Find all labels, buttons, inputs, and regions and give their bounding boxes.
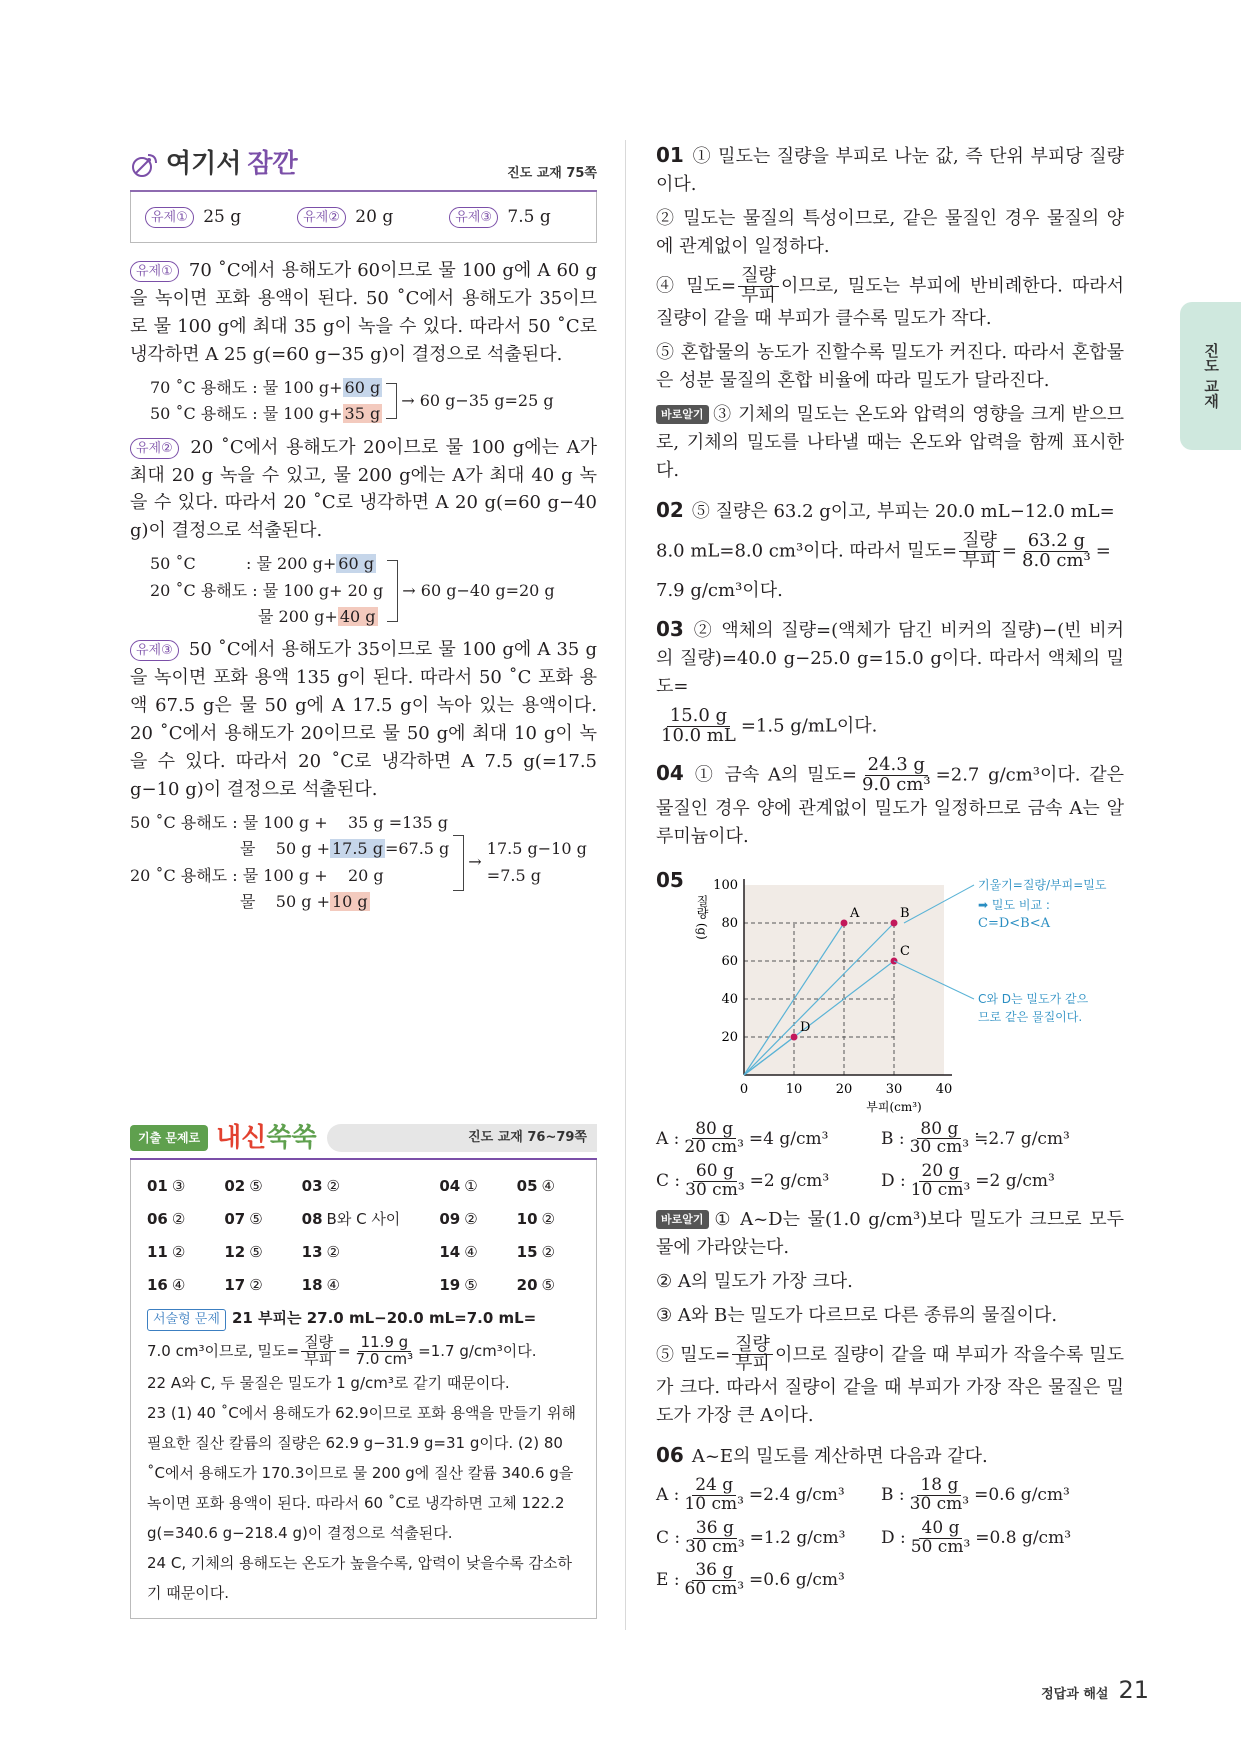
naesin-answer xyxy=(439,1170,502,1203)
density-label: B : xyxy=(881,1484,905,1505)
density-result: =4 g/cm³ xyxy=(748,1128,829,1149)
fraction-numerator: 질량 xyxy=(738,267,779,287)
q06-item xyxy=(656,1477,881,1514)
calc-line: 물 50 g + xyxy=(240,839,330,859)
answer-choice: ② xyxy=(326,1177,340,1195)
naesin-answer xyxy=(517,1236,580,1269)
bracket xyxy=(453,835,464,891)
density-label: C : xyxy=(656,1527,681,1548)
point-label-C: C xyxy=(899,943,910,959)
answer-choice: ④ xyxy=(171,1276,186,1294)
fraction xyxy=(907,1118,973,1158)
naesin-answer xyxy=(439,1203,502,1236)
calc-line: 50 ˚C 용해도 : 물 100 g + 35 g =135 g xyxy=(130,812,448,832)
fraction xyxy=(682,1517,748,1557)
example1-text xyxy=(130,257,597,369)
q05-text: 이므로 질량이 같을 때 부피가 작을수록 밀도가 크다. 따라서 질량이 같을 때 부피가 가장 작은 물질은 밀도가 가장 큰 A이다. xyxy=(656,1343,1124,1427)
q23-text: 23 (1) 40 ˚C에서 용해도가 62.9이므로 포화 용액을 만들기 위해 필요한 질산 칼륨의 질량은 62.9 g−31.9 g=31 g이다. (2) 80 ˚C에서 용해도가 170.3이므로 물 200 g에 질산 칼륨 340.6 g을 녹이면 포화 용액이 된다. 따라서 60 ˚C로 냉각하면 고체 122.2 g(=340.6 g−218.4 g)이 결정으로 석출된다. xyxy=(147,1403,577,1542)
fraction-denominator: 30 cm³ xyxy=(909,1493,970,1514)
x-tick-label: 30 xyxy=(885,1081,903,1097)
answer-choice: ② xyxy=(326,1243,340,1261)
data-point-D xyxy=(790,1033,797,1040)
answer-number: 10 xyxy=(516,1210,538,1228)
fraction-denominator: 10 cm³ xyxy=(910,1180,971,1201)
answer-number: 06 xyxy=(147,1210,168,1228)
q01-text: 이므로, 밀도는 부피에 반비례한다. 따라서 질량이 같을 때 부피가 클수록 밀도가 작다. xyxy=(656,275,1124,330)
answer-number: 03 xyxy=(301,1177,323,1195)
density-label: A : xyxy=(656,1128,680,1149)
answer-number: 01 xyxy=(147,1177,168,1195)
calc-result: 60 g−35 g=25 g xyxy=(419,391,554,411)
answer-tag: 유제① xyxy=(145,207,194,228)
fraction xyxy=(908,1163,974,1200)
q05-text: ⑤ 밀도= xyxy=(656,1343,731,1365)
fraction-denominator: 50 cm³ xyxy=(910,1536,971,1557)
answer-number: 04 xyxy=(439,1177,461,1195)
q05-e1 xyxy=(656,1206,1124,1262)
fraction-denominator: 8.0 cm³ xyxy=(1022,549,1091,571)
fraction-numerator: 36 g xyxy=(692,1562,736,1581)
y-tick-label: 100 xyxy=(713,877,738,893)
density-chart xyxy=(692,865,1112,1115)
q01-p1 xyxy=(656,140,1124,199)
naesin-answer-grid xyxy=(147,1170,580,1302)
answer-choice: ③ xyxy=(171,1177,186,1195)
naesin-answer xyxy=(439,1269,502,1302)
y-tick-label: 20 xyxy=(721,1029,738,1045)
density-b xyxy=(881,1118,1106,1158)
answer-choice: ② xyxy=(171,1243,186,1261)
density-result: =1.2 g/cm³ xyxy=(749,1527,846,1548)
naesin-answer xyxy=(147,1203,210,1236)
bracket xyxy=(387,560,398,622)
q06-row xyxy=(656,1562,1124,1599)
fraction-numerator: 80 g xyxy=(917,1121,961,1140)
right-column xyxy=(656,140,1124,1605)
q03-text: =1.5 g/mL이다. xyxy=(740,715,878,737)
density-label: D : xyxy=(881,1527,906,1548)
y-axis-label: 질량 (g) xyxy=(694,894,709,940)
answer-choice: ② xyxy=(171,1210,186,1228)
x-axis-label: 부피(cm³) xyxy=(866,1099,922,1114)
fraction-numerator: 24 g xyxy=(692,1477,736,1496)
annotation-same: C와 D는 밀도가 같으 xyxy=(977,991,1089,1006)
example1-tag: 유제① xyxy=(130,261,179,282)
yeogiseo-answers xyxy=(130,192,597,243)
side-tab xyxy=(1180,302,1241,450)
fraction xyxy=(682,1562,748,1599)
calc-line: 50 ˚C 용해도 : 물 100 g+ xyxy=(150,404,343,424)
naesin-answer xyxy=(224,1170,287,1203)
fraction-numerator: 36 g xyxy=(693,1520,737,1539)
q03-p2 xyxy=(656,707,1124,746)
yeogiseo-title xyxy=(130,144,298,184)
q02-p3: 7.9 g/cm³이다. xyxy=(656,579,783,601)
density-label: B : xyxy=(881,1128,905,1149)
q02-text: ⑤ 질량은 63.2 g이고, 부피는 20.0 mL−12.0 mL= xyxy=(691,500,1115,522)
q06-row xyxy=(656,1517,1124,1557)
fraction-numerator: 질량 xyxy=(301,1335,336,1352)
fraction xyxy=(681,1477,747,1514)
calc-result: 17.5 g−10 g xyxy=(486,839,587,859)
calc-line: =67.5 g xyxy=(384,839,450,859)
naesin-answer xyxy=(224,1269,287,1302)
naesin-answer xyxy=(147,1236,210,1269)
satellite-icon xyxy=(130,149,160,179)
naesin-title-b: 쑥쑥 xyxy=(266,1122,317,1153)
answer-number: 12 xyxy=(224,1243,246,1261)
fraction xyxy=(681,1118,747,1158)
fraction-denominator: 부피 xyxy=(304,1349,334,1368)
side-tab-label: 진도 교재 xyxy=(1202,343,1221,409)
density-result: =0.6 g/cm³ xyxy=(749,1570,845,1591)
highlight-value: 10 g xyxy=(331,891,368,911)
answer-number: 09 xyxy=(439,1210,461,1228)
point-label-D: D xyxy=(799,1019,811,1035)
q04-p1 xyxy=(656,756,1124,851)
highlight-value: 17.5 g xyxy=(331,839,383,859)
page-number: 21 xyxy=(1118,1676,1149,1704)
density-result: =2 g/cm³ xyxy=(975,1171,1055,1192)
calc-line: : 물 200 g+ xyxy=(246,554,337,574)
column-divider xyxy=(625,140,626,1630)
data-point-A xyxy=(840,919,847,926)
annotation-order: C=D<B<A xyxy=(977,915,1050,931)
q02-text: 8.0 mL=8.0 cm³이다. 따라서 밀도= xyxy=(656,540,958,562)
naesin-answer xyxy=(302,1203,426,1236)
density-result: =2 g/cm³ xyxy=(749,1171,830,1192)
fraction-denominator: 30 cm³ xyxy=(685,1536,745,1557)
fraction-denominator: 부피 xyxy=(962,549,997,571)
answer-choice: ① xyxy=(464,1177,478,1195)
question-number: 05 xyxy=(656,867,684,892)
fraction-numerator: 60 g xyxy=(693,1163,737,1182)
naesin-answer xyxy=(517,1203,580,1236)
example1-body: 70 ˚C에서 용해도가 60이므로 물 100 g에 A 60 g을 녹이면 포화 용액이 된다. 50 ˚C에서 용해도가 35이므로 물 100 g에 최대 35 g이 녹을 수 있다. 따라서 50 ˚C로 냉각하면 A 25 g(=60 g−35 g)이 결정으로 석출된다. xyxy=(130,260,597,366)
q06-item xyxy=(656,1517,881,1557)
fraction xyxy=(908,1517,974,1557)
answer-number: 11 xyxy=(147,1243,168,1261)
q05-e2: ② A의 밀도가 가장 크다. xyxy=(656,1270,853,1292)
fraction xyxy=(907,1477,973,1514)
q06-text: A~E의 밀도를 계산하면 다음과 같다. xyxy=(691,1446,988,1468)
answer-number: 19 xyxy=(439,1276,461,1294)
answer-choice: ② xyxy=(464,1210,478,1228)
fraction-denominator: 30 cm³ xyxy=(909,1137,970,1158)
answer-number: 13 xyxy=(301,1243,323,1261)
answer-choice: ⑤ xyxy=(464,1276,478,1294)
density-label: E : xyxy=(656,1570,680,1591)
answer-value: 7.5 g xyxy=(507,207,551,227)
fraction-denominator: 10.0 mL xyxy=(661,725,736,747)
arrow-icon: → xyxy=(468,852,482,872)
arrow-icon: → xyxy=(401,391,415,411)
naesin-answer xyxy=(224,1236,287,1269)
density-result: =2.4 g/cm³ xyxy=(748,1484,845,1505)
answer-item xyxy=(145,204,241,230)
q06-item xyxy=(656,1562,881,1599)
answer-choice: ④ xyxy=(464,1243,478,1261)
example2-tag: 유제② xyxy=(130,438,179,459)
x-tick-label: 10 xyxy=(785,1081,803,1097)
fraction xyxy=(732,1333,773,1375)
fraction-numerator: 40 g xyxy=(919,1520,963,1539)
fraction-numerator: 80 g xyxy=(692,1121,736,1140)
naesin-answer xyxy=(439,1236,502,1269)
fraction-denominator: 30 cm³ xyxy=(685,1180,745,1201)
naesin-answer xyxy=(517,1269,580,1302)
q03-p1 xyxy=(656,614,1124,701)
answer-choice: B와 C 사이 xyxy=(326,1210,401,1228)
fraction-numerator: 11.9 g xyxy=(358,1335,412,1352)
density-result: =0.8 g/cm³ xyxy=(975,1527,1072,1548)
example3-text xyxy=(130,636,597,803)
q02-p1 xyxy=(656,495,1124,526)
q05-row xyxy=(656,1118,1124,1158)
example2-calc xyxy=(150,551,597,630)
q02-p2: 8.0 mL=8.0 cm³이다. 따라서 밀도= $\frac{\text{질량}}{\text{부피}}$ = $\frac{63.2 g}{\text{8.0 cm³}}$ = xyxy=(656,529,1111,571)
density-label: D : xyxy=(881,1171,906,1192)
answer-tag: 유제③ xyxy=(449,207,498,228)
fraction xyxy=(959,529,1000,571)
q06-row xyxy=(656,1477,1124,1514)
calc-line: 물 50 g + xyxy=(240,891,330,911)
naesin-answer xyxy=(224,1203,287,1236)
answer-number: 08 xyxy=(301,1210,323,1228)
yeogiseo-header xyxy=(130,140,597,192)
point-label-A: A xyxy=(849,905,860,921)
example2-body: 20 ˚C에서 용해도가 20이므로 물 100 g에는 A가 최대 20 g 녹을 수 있고, 물 200 g에는 A가 최대 40 g 녹을 수 있다. 따라서 20 ˚C로 냉각하면 A 20 g(=60 g−40 g)이 결정으로 석출된다. xyxy=(130,436,597,542)
calc-line: 20 ˚C 용해도 : 물 100 g+ 20 g xyxy=(150,580,384,600)
data-point-B xyxy=(890,919,897,926)
naesin-answer xyxy=(302,1170,426,1203)
x-tick-label: 20 xyxy=(835,1081,853,1097)
fraction-numerator: 15.0 g xyxy=(667,707,730,727)
naesin-answer xyxy=(302,1269,426,1302)
example3-body: 50 ˚C에서 용해도가 35이므로 물 100 g에 A 35 g을 녹이면 포화 용액 135 g이 된다. 따라서 50 ˚C 포화 용액 67.5 g은 물 50 g에 A 17.5 g이 녹아 있는 용액이다. 20 ˚C에서 용해도가 20이므로 물 50 g에 최대 10 g이 녹을 수 있다. 따라서 20 ˚C로 냉각하면 A 7.5 g(=17.5 g−10 g)이 결정으로 석출된다. xyxy=(130,639,597,800)
calc-line: 물 200 g+ xyxy=(258,607,338,627)
q01-p3 xyxy=(656,264,1124,334)
footer-label: 정답과 해설 xyxy=(1041,1687,1109,1702)
answer-number: 02 xyxy=(224,1177,246,1195)
answer-value: 25 g xyxy=(203,207,242,227)
q05-text: ① A~D는 물(1.0 g/cm³)보다 밀도가 크므로 모두 물에 가라앉는다. xyxy=(656,1208,1124,1258)
naesin-answers-box: 01 ③ 02 ⑤ 03 ② 04 ① 05 ④ 06 ② 07 ⑤ 08 B와 C 사이 09 ② 10 ② 11 ② 12 ⑤ 13 ② 14 ④ 15 ② 16 ④ 17 ② 18 ④ 19 ⑤ 20 ⑤ 서술형 문제 21 부피는 27.0 mL−20.0 mL=7.0 mL= 7.0 cm³이므로, 밀도= $\frac{\text{질량}}{\text{부피}}$ = $\frac{11.9 g}{\text{7.0 cm³}}$ =1.7 g/cm³이다. 22 A와 C, 두 물질은 밀도가 1 g/cm³로 같기 때문이다. 23 (1) 40 ˚C에서 용해도가 62.9이므로 포화 용액을 만들기 위해 필요한 질산 칼륨의 질량은 62.9 g−31.9 g=31 g이다. (2) 80 ˚C에서 용해도가 170.3이므로 물 200 g에 질산 칼륨 340.6 g을 녹이면 포화 용액이 된다. 따라서 60 ˚C로 냉각하면 고체 122.2 g(=340.6 g−218.4 g)이 결정으로 석출된다. 24 C, 기체의 용해도는 온도가 높을수록, 압력이 낮을수록 감소하기 때문이다. xyxy=(130,1160,597,1619)
density-c xyxy=(656,1163,881,1200)
question-number: 02 xyxy=(656,497,684,522)
naesin-section xyxy=(130,1118,597,1619)
fraction-denominator: 부피 xyxy=(735,1353,770,1375)
answer-number: 16 xyxy=(147,1276,168,1294)
y-tick-label: 80 xyxy=(721,915,738,931)
question-number: 06 xyxy=(656,1443,684,1468)
yeogiseo-ref: 진도 교재 75쪽 xyxy=(507,165,597,181)
q01-text: ④ 밀도= xyxy=(656,275,737,297)
answer-number: 05 xyxy=(516,1177,538,1195)
answer-choice: ④ xyxy=(326,1276,340,1294)
q01-text: ③ 기체의 밀도는 온도와 압력의 영향을 크게 받으므로, 기체의 밀도를 나타낼 때는 온도와 압력을 함께 표시한다. xyxy=(656,404,1124,481)
fraction-denominator: 9.0 cm³ xyxy=(861,773,931,795)
fraction-numerator: 질량 xyxy=(732,1336,773,1356)
q06-intro xyxy=(656,1440,1124,1471)
fraction xyxy=(301,1335,336,1368)
q01-p5 xyxy=(656,401,1124,485)
q04-text: =2.7 g/cm³이다. 같은 물질인 경우 양에 관계없이 밀도가 일정하므로 금속 A는 알루미늄이다. xyxy=(656,764,1124,847)
example3-calc xyxy=(130,810,597,916)
q01-p2: ② 밀도는 물질의 특성이므로, 같은 물질인 경우 물질의 양에 관계없이 일정하다. xyxy=(656,207,1124,257)
fraction-numerator: 18 g xyxy=(917,1477,961,1496)
annotation-compare: ➡ 밀도 비교 : xyxy=(977,897,1050,912)
answer-item xyxy=(449,204,551,230)
fraction-denominator: 20 cm³ xyxy=(684,1137,744,1158)
answer-choice: ⑤ xyxy=(249,1177,263,1195)
answer-choice: ② xyxy=(541,1243,555,1261)
q24-text: 24 C, 기체의 용해도는 온도가 높을수록, 압력이 낮을수록 감소하기 때문이다. xyxy=(147,1553,573,1602)
naesin-answer xyxy=(302,1236,426,1269)
answer-number: 07 xyxy=(224,1210,246,1228)
answer-number: 15 xyxy=(516,1243,538,1261)
q22-text: 22 A와 C, 두 물질은 밀도가 1 g/cm³로 같기 때문이다. xyxy=(147,1373,510,1392)
y-tick-label: 60 xyxy=(721,953,738,969)
highlight-value: 35 g xyxy=(344,404,381,424)
answer-choice: ② xyxy=(249,1276,263,1294)
q06-densities xyxy=(656,1477,1124,1599)
naesin-badge: 기출 문제로 xyxy=(130,1125,208,1152)
baro-badge: 바로알기 xyxy=(656,405,709,424)
naesin-answer xyxy=(147,1170,210,1203)
q05-e5 xyxy=(656,1333,1124,1431)
q21-line: 21 부피는 27.0 mL−20.0 mL=7.0 mL= xyxy=(231,1309,537,1327)
q21-text: 7.0 cm³이므로, 밀도= xyxy=(147,1341,300,1360)
q05-densities xyxy=(656,1118,1124,1201)
bracket xyxy=(386,383,397,419)
q06-item xyxy=(881,1477,1106,1514)
question-number: 01 xyxy=(656,143,684,167)
answer-value: 20 g xyxy=(355,207,394,227)
fraction xyxy=(682,1163,748,1200)
fraction xyxy=(658,707,739,746)
highlight-value: 60 g xyxy=(344,377,381,397)
highlight-value: 60 g xyxy=(338,554,374,574)
question-number: 04 xyxy=(656,761,684,786)
answer-number: 18 xyxy=(301,1276,323,1294)
density-result: =0.6 g/cm³ xyxy=(974,1484,1070,1505)
density-result: ≒2.7 g/cm³ xyxy=(974,1128,1070,1149)
fraction-numerator: 질량 xyxy=(959,532,1000,552)
fraction-numerator: 24.3 g xyxy=(865,756,928,776)
answer-item xyxy=(297,204,393,230)
answer-number: 14 xyxy=(439,1243,461,1261)
fraction-denominator: 10 cm³ xyxy=(684,1493,744,1514)
fraction-denominator: 부피 xyxy=(741,284,776,306)
annotation-same2: 므로 같은 물질이다. xyxy=(977,1009,1083,1024)
y-tick-label: 40 xyxy=(721,991,738,1007)
q03-text: ② 액체의 질량=(액체가 담긴 비커의 질량)−(빈 비커의 질량)=40.0 g−25.0 g=15.0 g이다. 따라서 액체의 밀도= xyxy=(656,620,1124,698)
fraction-numerator: 20 g xyxy=(919,1163,963,1182)
yeogiseo-title-bold: 잠깐 xyxy=(247,148,298,179)
fraction-numerator: 63.2 g xyxy=(1025,532,1088,552)
calc-result: 60 g−40 g=20 g xyxy=(420,580,555,600)
naesin-title-a: 내신 xyxy=(216,1122,267,1153)
point-label-B: B xyxy=(899,905,910,921)
annotation-slope: 기울기=질량/부피=밀도 xyxy=(977,877,1107,892)
calc-line: 20 ˚C 용해도 : 물 100 g + 20 g xyxy=(130,865,384,885)
x-tick-label: 40 xyxy=(935,1081,953,1097)
highlight-value: 40 g xyxy=(339,607,376,627)
answer-choice: ⑤ xyxy=(249,1210,263,1228)
fraction xyxy=(859,756,934,795)
fraction xyxy=(353,1335,417,1368)
x-tick-label: 0 xyxy=(739,1081,748,1097)
naesin-ref: 진도 교재 76~79쪽 xyxy=(468,1129,587,1145)
answer-choice: ⑤ xyxy=(541,1276,555,1294)
answer-choice: ② xyxy=(541,1210,555,1228)
density-label: C : xyxy=(656,1171,681,1192)
q05-row xyxy=(656,1163,1124,1200)
answer-tag: 유제② xyxy=(297,207,346,228)
q01-p4: ⑤ 혼합물의 농도가 진할수록 밀도가 커진다. 따라서 혼합물은 성분 물질의 혼합 비율에 따라 밀도가 달라진다. xyxy=(656,342,1124,392)
fraction-denominator: 60 cm³ xyxy=(684,1579,745,1600)
naesin-ref-bar xyxy=(327,1124,597,1152)
naesin-header xyxy=(130,1118,597,1160)
example1-calc xyxy=(150,375,597,428)
density-label: A : xyxy=(656,1484,680,1505)
fraction xyxy=(1019,529,1094,571)
answer-number: 20 xyxy=(516,1276,538,1294)
question-number: 03 xyxy=(656,617,684,642)
q04-text: ① 금속 A의 밀도= xyxy=(691,764,857,786)
q05-e3: ③ A와 B는 밀도가 다르므로 다른 종류의 물질이다. xyxy=(656,1304,1058,1326)
naesin-answer xyxy=(147,1269,210,1302)
answer-choice: ⑤ xyxy=(249,1243,263,1261)
q06-item xyxy=(881,1517,1106,1557)
density-a xyxy=(656,1118,881,1158)
yeogiseo-title-prefix: 여기서 xyxy=(166,148,242,179)
fraction-denominator: 7.0 cm³ xyxy=(355,1349,414,1368)
page-footer xyxy=(1041,1672,1149,1709)
naesin-answer xyxy=(517,1170,580,1203)
q05-chart-row xyxy=(656,865,1124,1115)
calc-result: =7.5 g xyxy=(486,865,541,885)
density-d xyxy=(881,1163,1106,1200)
arrow-icon: → xyxy=(402,580,416,600)
answer-choice: ④ xyxy=(541,1177,555,1195)
naesin-title xyxy=(216,1118,316,1158)
answer-number: 17 xyxy=(224,1276,246,1294)
baro-badge: 바로알기 xyxy=(656,1210,709,1229)
calc-line: 70 ˚C 용해도 : 물 100 g+ xyxy=(150,377,343,397)
example3-tag: 유제③ xyxy=(130,640,179,661)
seosul-badge: 서술형 문제 xyxy=(147,1309,226,1331)
q21-result: =1.7 g/cm³이다. xyxy=(418,1341,537,1360)
calc-label: 50 ˚C xyxy=(150,554,196,574)
left-column xyxy=(130,140,597,921)
q01-text: ① 밀도는 질량을 부피로 나눈 값, 즉 단위 부피당 질량이다. xyxy=(656,146,1124,195)
fraction xyxy=(738,264,779,306)
example2-text xyxy=(130,434,597,546)
